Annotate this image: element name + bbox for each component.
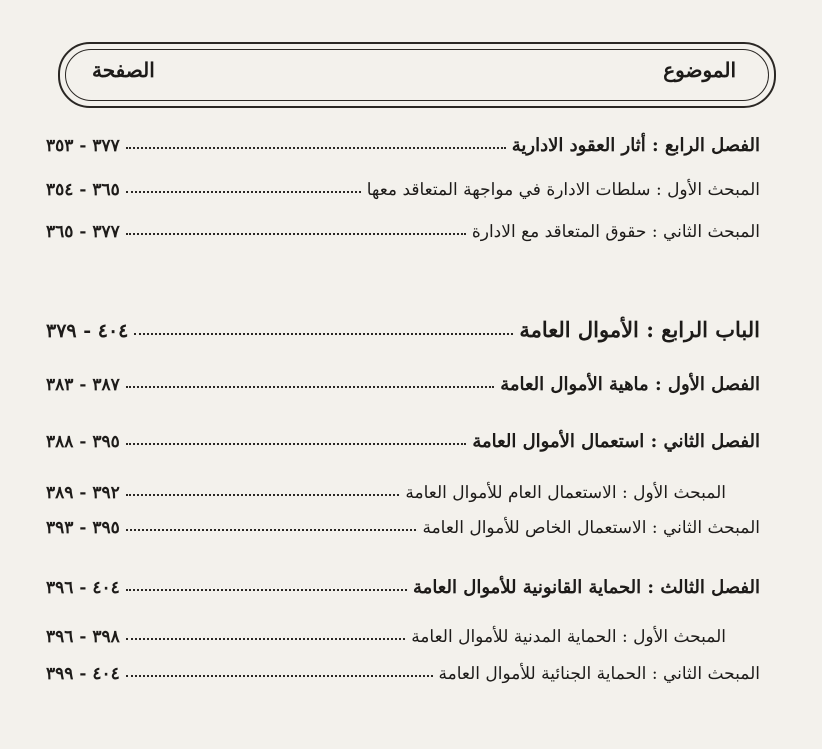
dot-leader [126,443,467,445]
entry-title: المبحث الثاني : الاستعمال الخاص للأموال العامة [422,518,760,538]
toc-entry [46,222,760,252]
toc-entry [46,135,760,165]
entry-title: الباب الرابع : الأموال العامة [519,317,760,342]
dot-leader [126,529,417,531]
entry-title: الفصل الثاني : استعمال الأموال العامة [472,431,760,452]
entry-pages: ٣٦٥ - ٣٥٤ [46,180,120,200]
entry-pages: ٣٩٥ - ٣٨٨ [46,432,120,452]
entry-pages: ٤٠٤ - ٣٧٩ [46,320,129,342]
dot-leader [126,233,466,235]
toc-entry [46,627,760,657]
header-frame [58,42,776,108]
entry-title: الفصل الأول : ماهية الأموال العامة [500,374,760,395]
dot-leader [126,675,433,677]
entry-pages: ٣٩٢ - ٣٨٩ [46,483,120,503]
entry-title: المبحث الثاني : الحماية الجنائية للأموال العامة [438,664,760,684]
entry-title: الفصل الرابع : أثار العقود الادارية [511,135,760,156]
entry-pages: ٣٩٥ - ٣٩٣ [46,518,120,538]
toc-entry [46,577,760,607]
toc-entry [46,374,760,404]
dot-leader [126,147,506,149]
toc-entry [46,431,760,461]
dot-leader [126,191,361,193]
subject-heading: الموضوع [663,58,736,82]
toc-entry [46,664,760,694]
entry-pages: ٤٠٤ - ٣٩٩ [46,664,120,684]
entry-title: المبحث الأول : الاستعمال العام للأموال العامة [405,483,726,503]
page-heading: الصفحة [92,58,155,82]
dot-leader [126,638,405,640]
entry-title: الفصل الثالث : الحماية القانونية للأموال العامة [413,577,760,598]
dot-leader [126,386,495,388]
toc-entry [46,317,760,353]
entry-title: المبحث الثاني : حقوق المتعاقد مع الادارة [471,222,760,242]
entry-title: المبحث الأول : سلطات الادارة في مواجهة المتعاقد معها [366,180,760,200]
entry-pages: ٣٨٧ - ٣٨٣ [46,375,120,395]
entry-pages: ٤٠٤ - ٣٩٦ [46,578,120,598]
dot-leader [126,589,407,591]
entry-pages: ٣٩٨ - ٣٩٦ [46,627,120,647]
toc-entry [46,483,760,513]
toc-entry [46,180,760,210]
entry-title: المبحث الأول : الحماية المدنية للأموال العامة [411,627,726,647]
entry-pages: ٣٧٧ - ٣٥٣ [46,136,120,156]
dot-leader [134,333,513,335]
dot-leader [126,494,400,496]
toc-entry [46,518,760,548]
entry-pages: ٣٧٧ - ٣٦٥ [46,222,120,242]
